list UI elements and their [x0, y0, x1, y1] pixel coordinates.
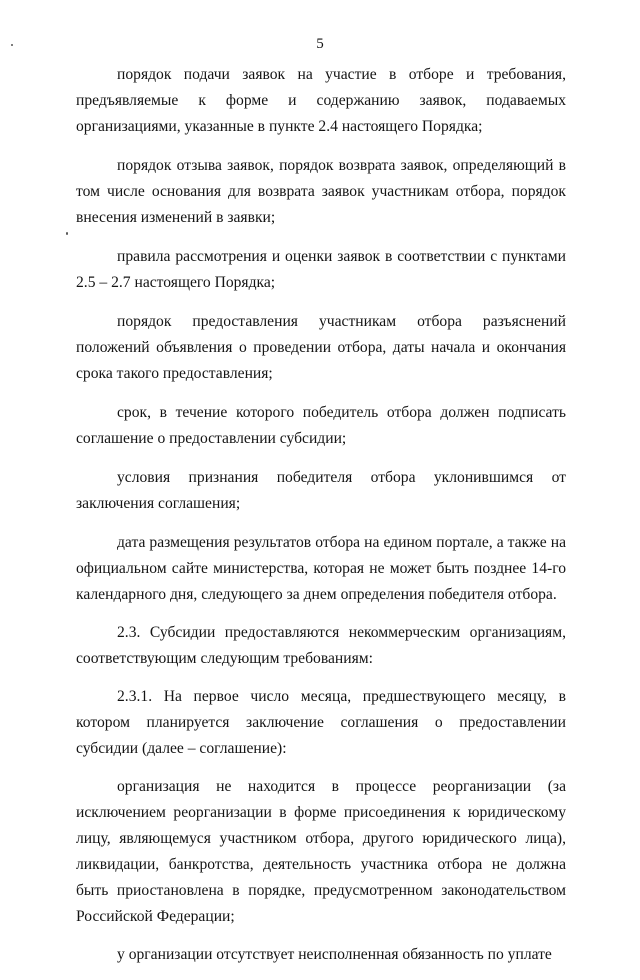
paragraph-clause-2-3-1: 2.3.1. На первое число месяца, предшествующего месяцу, в котором планируется заключение соглашения о предоставлении субсидии (далее – соглашение):: [76, 688, 566, 757]
scan-speck: [66, 232, 68, 235]
paragraph-withdrawal-procedure: порядок отзыва заявок, порядок возврата заявок, определяющий в том числе основания для возврата заявок участникам отбора, порядок внесения изменений в заявки;: [76, 157, 566, 226]
scan-speck: [11, 44, 13, 46]
paragraph-review-rules: правила рассмотрения и оценки заявок в соответствии с пунктами 2.5 – 2.7 настоящего Порядка;: [76, 248, 566, 291]
paragraph-evasion-conditions: условия признания победителя отбора уклонившимся от заключения соглашения;: [76, 469, 566, 512]
paragraph-results-publication: дата размещения результатов отбора на едином портале, а также на официальном сайте министерства, которая не может быть позднее 14-го календарного дня, следующего за днем определения победителя отбора.: [76, 534, 566, 603]
paragraph-application-procedure: порядок подачи заявок на участие в отборе и требования, предъявляемые к форме и содержанию заявок, подаваемых организациями, указанные в пункте 2.4 настоящего Порядка;: [76, 66, 566, 135]
paragraph-clause-2-3: 2.3. Субсидии предоставляются некоммерческим организациям, соответствующим следующим требованиям:: [76, 624, 566, 667]
paragraph-signing-deadline: срок, в течение которого победитель отбора должен подписать соглашение о предоставлении субсидии;: [76, 404, 566, 447]
paragraph-tax-obligation: у организации отсутствует неисполненная обязанность по уплате: [117, 946, 552, 963]
document-body: [76, 62, 566, 980]
page-number: 5: [316, 36, 324, 52]
paragraph-reorganization: организация не находится в процессе реорганизации (за исключением реорганизации в форме присоединения к юридическому лицу, являющемуся участником отбора, другого юридического лица), ликвидации, банкротства, деятельность участника отбора не должна быть приостановлена в порядке, предусмотренном законодательством Российской Федерации;: [76, 778, 566, 925]
paragraph-clarifications: порядок предоставления участникам отбора разъяснений положений объявления о проведении отбора, даты начала и окончания срока такого предоставления;: [76, 313, 566, 382]
